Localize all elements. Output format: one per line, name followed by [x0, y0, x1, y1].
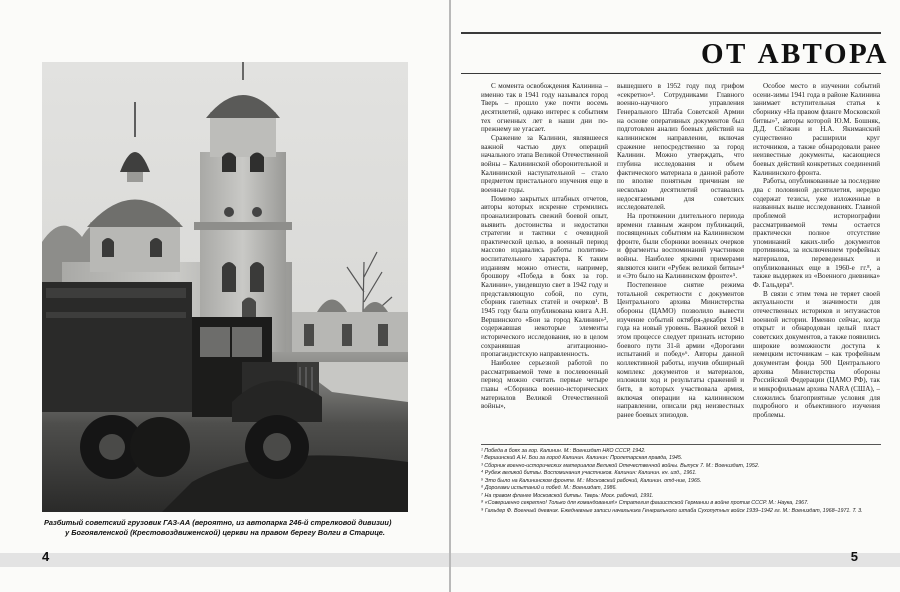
footnote: ⁵ Это было на Калининском фронте. М.: Московский рабочий, Калинин. отд-ние, 1965. [481, 477, 702, 484]
photo-caption [44, 518, 406, 538]
title-rule-bottom [461, 73, 881, 74]
paragraph: вышедшего в 1952 году под грифом «секретно»³. Сотрудниками Главного военно-научного управления Генерального Штаба Советской Армии на основе оперативных документов был подготовлен анализ боевых действий на калининском направлении, включая сражение непосредственно за город Калинин. Можно утверждать, что глубина исследования и объем фактического материала в данной работе по вполне понятным причинам не несколько десятилетий оставались недосягаемыми для советских исследователей. [617, 82, 744, 212]
text-columns [481, 82, 881, 438]
paragraph: Работы, опубликованные за последние два с половиной десятилетия, нередко содержат тезисы, уже изложенные в названных выше исследованиях. Главной проблемой историографии рассматриваемой темы остается практически полное отсутствие упоминаний каких-либо документов противника, за исключением трофейных материалов, переведенных и опубликованных еще в 1960-е гг.⁸, а также выдержек из «Военного дневника» Ф. Гальдера⁹. [753, 177, 880, 290]
footnote: ⁶ Дорогами испытаний и побед. М.: Воениздат, 1986. [481, 485, 617, 492]
page-number-right: 5 [850, 549, 858, 564]
photo-image [42, 62, 408, 512]
text-column-2 [617, 82, 744, 438]
title-rule-top [461, 32, 881, 34]
footnote: ² Вершинский А.Н. Бои за город Калинин. Калинин: Пролетарская правда, 1945. [481, 455, 683, 462]
caption-line-2: у Богоявленской (Крестовоздвиженской) церкви на правом берегу Волги в Старице. [65, 528, 385, 537]
folio-bar-left [0, 553, 449, 567]
caption-line-1: Разбитый советский грузовик ГАЗ-АА (вероятно, из автопарка 246-й стрелковой дивизии) [44, 518, 392, 527]
paragraph: На протяжении длительного периода времени главным жанром публикаций, посвященных событиям на Калининском фронте, были сборники военных очерков и фрагменты воспоминаний участников войны. Наиболее яркими примерами являются книги «Рубеж великой битвы»⁴ и «Это было на Калининском фронте»⁵. [617, 211, 744, 281]
right-page [451, 0, 900, 592]
footnote: ⁹ Гальдер Ф. Военный дневник. Ежедневные записи начальника Генерального штаба Сухопутных войск 1939–1942 гг. М.: Воениздат, 1968–1971. Т. 3. [481, 507, 863, 514]
left-page [0, 0, 449, 592]
page-number-left: 4 [42, 549, 50, 564]
text-column-3 [753, 82, 880, 438]
paragraph: Наиболее серьезной работой по рассматриваемой теме в послевоенный период можно считать первые четыре главы «Сборника военно-исторических материалов Великой Отечественной войны», [481, 359, 608, 411]
text-column-1 [481, 82, 608, 438]
chapter-title: ОТ АВТОРА [700, 38, 889, 70]
footnote-rule [481, 444, 881, 445]
footnote: ⁸ «Совершенно секретно! Только для командования!» Стратегия фашистской Германии в войне против СССР. М.: Наука, 1967. [481, 500, 809, 507]
paragraph: С момента освобождения Калинина – именно так в 1941 году назывался город Тверь – прошло уже почти восемь десятилетий, однако интерес к событиям тех огненных лет в наши дни по-прежнему не угасает. [481, 82, 608, 134]
footnote: ⁷ На правом фланге Московской битвы. Тверь: Моск. рабочий, 1991. [481, 492, 654, 499]
footnote: ¹ Победа в боях за гор. Калинин. М.: Воениздат НКО СССР, 1942. [481, 448, 646, 454]
footnote: ⁴ Рубеж великой битвы. Воспоминания участников. Калинин: Калинин. кн. изд., 1961. [481, 470, 697, 477]
footnotes [481, 448, 886, 515]
paragraph: В связи с этим тема не теряет своей актуальности и значимости для отечественных историков и энтузиастов военной истории. Именно сейчас, когда открыт и обнародован целый пласт советских документов, а также появились широкие возможности доступа к немецким источникам – как трофейным документам фонда 500 Центрального архива Министерства обороны Российской Федерации (ЦАМО РФ), так и микрофильмам архива NARA (США), – сложились благоприятные условия для подробного и объективного изучения проблемы. [753, 289, 880, 419]
paragraph: Сражение за Калинин, являвшееся важной частью двух операций начального этапа Великой Отечественной войны – Калининской оборонительной и Калининской наступательной – стало предметом пристального изучения еще в военные годы. [481, 133, 608, 194]
footnote: ³ Сборник военно-исторических материалов Великой Отечественной войны. Выпуск 7. М.: Воениздат, 1952. [481, 462, 760, 469]
folio-bar-right [451, 553, 900, 567]
paragraph: Постепенное снятие режима тотальной секретности с документов Центрального архива Министерства обороны (ЦАМО) позволило вывести изучение событий октября-декабря 1941 года на новый уровень. Важной вехой в этом процессе следует признать историю боевого пути 31-й армии «Дорогами испытаний и побед»⁶. Авторы данной коллективной работы, изучив обширный комплекс документов и материалов, изложили ход и результаты сражений и битв, в которых участвовала армия, включая операции на калининском направлении, описали ряд неизвестных ранее боевых эпизодов. [617, 281, 744, 419]
church-truck-photo [42, 62, 408, 512]
paragraph: Помимо закрытых штабных отчетов, авторы которых искренне стремились проанализировать свежий боевой опыт, выявить достоинства и недостатки стратегии и тактики с очевидной практической целью, в военный период массово издавались работы политико-воспитательного характера. К таким изданиям можно отнести, например, брошюру «Победа в боях за гор. Калинин», увидевшую свет в 1942 году и представляющую собой, по сути, сборник газетных статей и очерков¹. В 1945 году была опубликована книга А.Н. Вершинского «Бои за город Калинин»², содержавшая некоторые элементы исторического исследования, но в целом сохранявшая агитационно-пропагандистскую направленность. [481, 194, 608, 359]
paragraph: Особое место в изучении событий осени-зимы 1941 года в районе Калинина занимает вступительная статья к сборнику «На правом фланге Московской битвы»⁷, авторы которой Ю.М. Бошняк, Д.Д. Слёзкин и Н.А. Якиманский существенно расширили круг источников, а также обнародовали ранее неизвестные документы, касающиеся боевых действий конкретных соединений Калининского фронта. [753, 82, 880, 177]
